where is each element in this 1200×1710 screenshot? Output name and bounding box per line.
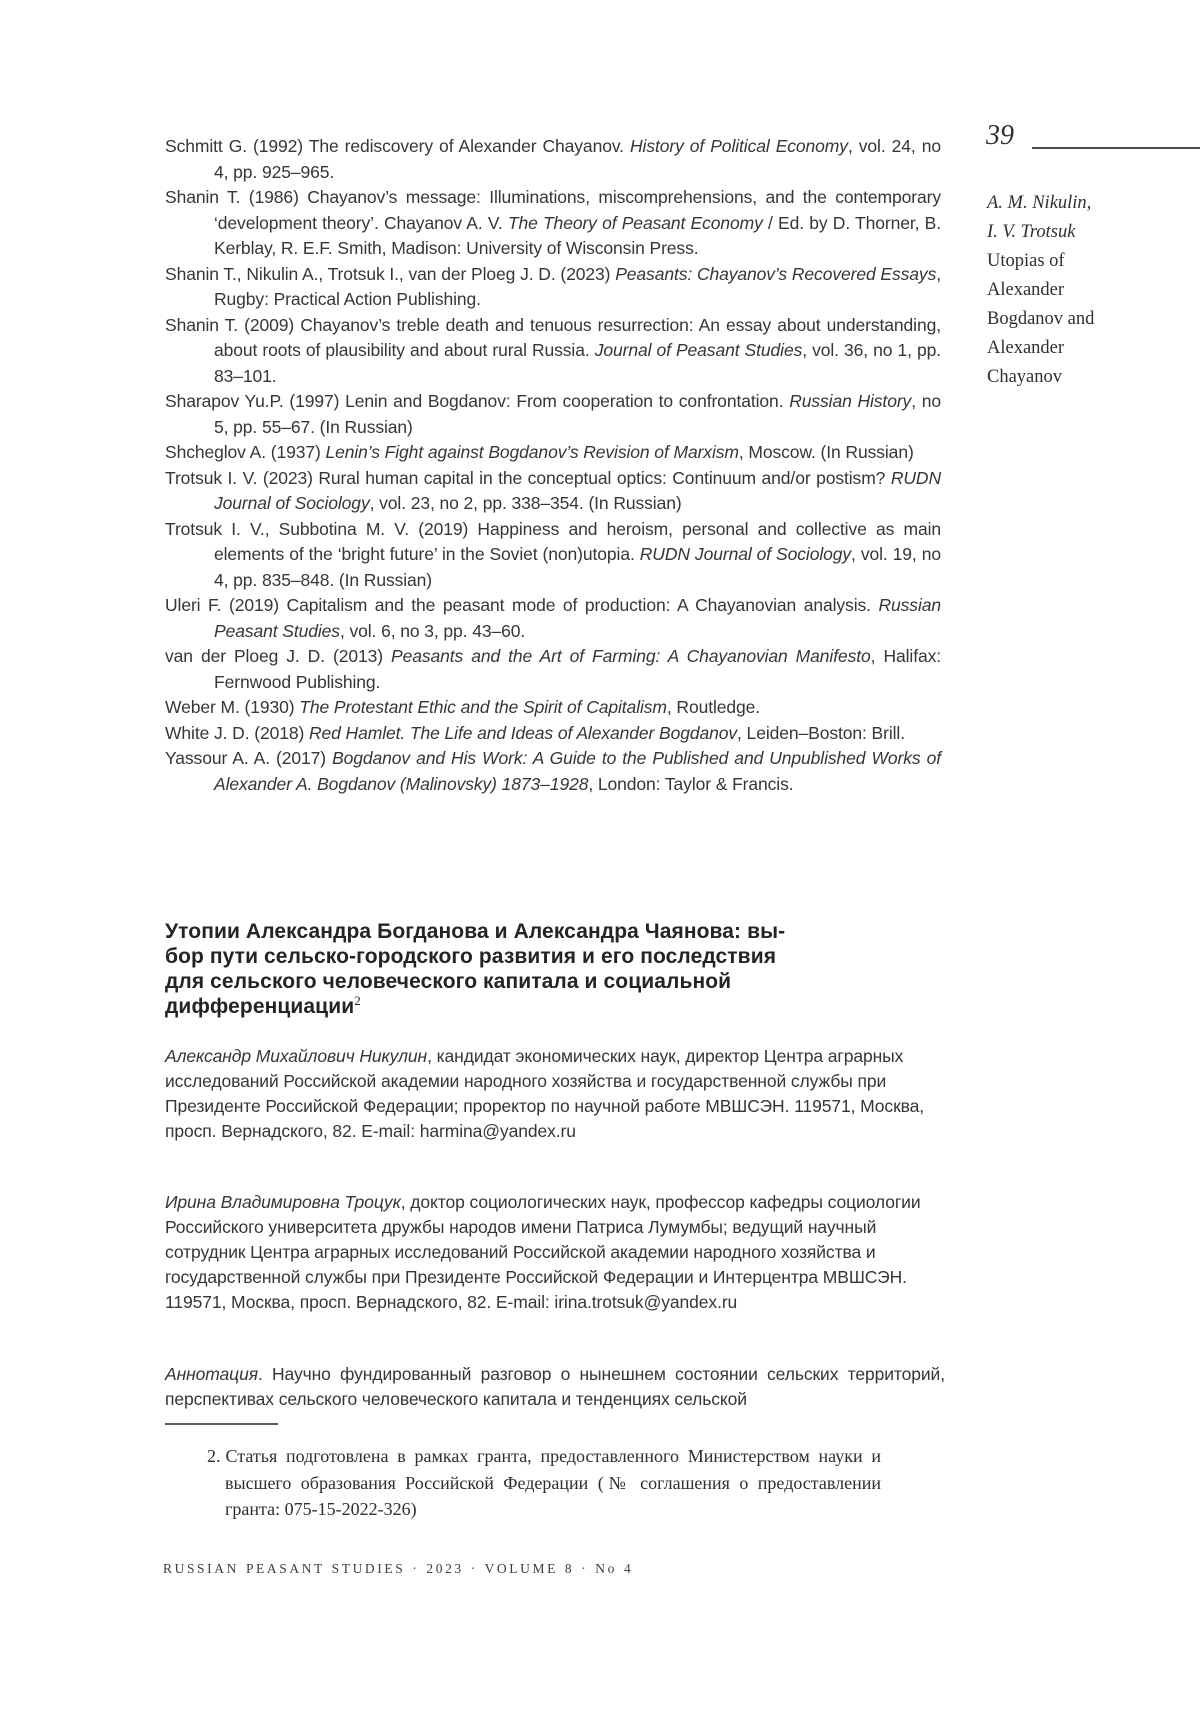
running-head-title: Utopias of Alexander Bogdanov and Alexander Chayanov bbox=[987, 251, 1095, 387]
reference-entry: Trotsuk I. V., Subbotina M. V. (2019) Happiness and heroism, personal and collective as main elements of the ‘bright future’ in the Soviet (non)utopia. RUDN Journal of Sociology, vol. 19, no 4, pp. 835–848. (In Russian) bbox=[165, 518, 941, 590]
footnote bbox=[207, 1443, 881, 1523]
header-rule bbox=[1032, 147, 1200, 149]
reference-entry: Trotsuk I. V. (2023) Rural human capital in the conceptual optics: Continuum and/or postism? RUDN Journal of Sociology, vol. 23, no 2, pp. 338–354. (In Russian) bbox=[165, 467, 941, 513]
footnote-text: Статья подготовлена в рамках гранта, предоставленного Министерством науки и высшего образования Российской Федерации (№ соглашения о предоставлении гранта: 075-15-2022-326) bbox=[225, 1446, 881, 1519]
references-list bbox=[165, 134, 941, 797]
reference-entry: van der Ploeg J. D. (2013) Peasants and the Art of Farming: A Chayanovian Manifesto, Halifax: Fernwood Publishing. bbox=[165, 646, 941, 692]
running-head-author-1: A. M. Nikulin, bbox=[987, 193, 1092, 213]
running-head bbox=[987, 189, 1137, 392]
reference-entry: Yassour A. A. (2017) Bogdanov and His Work: A Guide to the Published and Unpublished Works of Alexander A. Bogdanov (Malinovsky) 1873–1928, London: Taylor & Francis. bbox=[165, 748, 941, 794]
reference-entry: Shcheglov A. (1937) Lenin’s Fight against Bogdanov’s Revision of Marxism, Moscow. (In Russian) bbox=[165, 442, 914, 462]
author-bio-trotsuk: Ирина Владимировна Троцук, доктор социологических наук, профессор кафедры социологии Российского университета дружбы народов имени Патриса Лумумбы; ведущий научный сотрудник Центра аграрных исследований Российской академии народного хозяйства и государственной службы при Президенте Российской Федерации и Интерцентра МВШСЭН. 119571, Москва, просп. Вернадского, 82. E-mail: irina.trotsuk@yandex.ru bbox=[165, 1192, 921, 1312]
reference-entry: Uleri F. (2019) Capitalism and the peasant mode of production: A Chayanovian analysis. Russian Peasant Studies, vol. 6, no 3, pp. 43–60. bbox=[165, 595, 941, 641]
reference-entry: Shanin T. (1986) Chayanov’s message: Illuminations, miscomprehensions, and the contemporary ‘development theory’. Chayanov A. V. The Theory of Peasant Economy / Ed. by D. Thorner, B. Kerblay, R. E.F. Smith, Madison: University of Wisconsin Press. bbox=[165, 187, 941, 258]
author-bio-nikulin: Александр Михайлович Никулин, кандидат экономических наук, директор Центра аграрных исследований Российской академии народного хозяйства и государственной службы при Президенте Российской Федерации; проректор по научной работе МВШСЭН. 119571, Москва, просп. Вернадского, 82. E-mail: harmina@yandex.ru bbox=[165, 1046, 925, 1141]
page-number: 39 bbox=[986, 120, 1014, 151]
footnote-divider bbox=[165, 1423, 278, 1425]
abstract-paragraph: Аннотация. Научно фундированный разговор о нынешнем состоянии сельских территорий, перспективах сельского человеческого капитала и тенденциях сельской bbox=[165, 1364, 945, 1409]
running-head-author-2: I. V. Trotsuk bbox=[987, 222, 1076, 242]
article-title-ru: Утопии Александра Богданова и Александра Чаянова: вы- бор пути сельско-городского развития и его последствия для сельского человеческого капитала и социальной дифференциации$^2$ bbox=[165, 920, 786, 1018]
footnote-number: 2. bbox=[207, 1446, 221, 1466]
reference-entry: White J. D. (2018) Red Hamlet. The Life and Ideas of Alexander Bogdanov, Leiden–Boston: Brill. bbox=[165, 722, 905, 743]
reference-entry: Shanin T., Nikulin A., Trotsuk I., van der Ploeg J. D. (2023) Peasants: Chayanov’s Recovered Essays, Rugby: Practical Action Publishing. bbox=[165, 263, 941, 309]
reference-entry: Shanin T. (2009) Chayanov’s treble death and tenuous resurrection: An essay about understanding, about roots of plausibility and about rural Russia. Journal of Peasant Studies, vol. 36, no 1, pp. 83–101. bbox=[165, 314, 941, 386]
reference-entry: Weber M. (1930) The Protestant Ethic and the Spirit of Capitalism, Routledge. bbox=[165, 697, 761, 717]
reference-entry: Schmitt G. (1992) The rediscovery of Alexander Chayanov. History of Political Economy, vol. 24, no 4, pp. 925–965. bbox=[165, 136, 941, 182]
reference-entry: Sharapov Yu.P. (1997) Lenin and Bogdanov: From cooperation to confrontation. Russian History, no 5, pp. 55–67. (In Russian) bbox=[165, 391, 941, 437]
journal-footer: RUSSIAN PEASANT STUDIES · 2023 · VOLUME 8 · No 4 bbox=[163, 1561, 634, 1576]
